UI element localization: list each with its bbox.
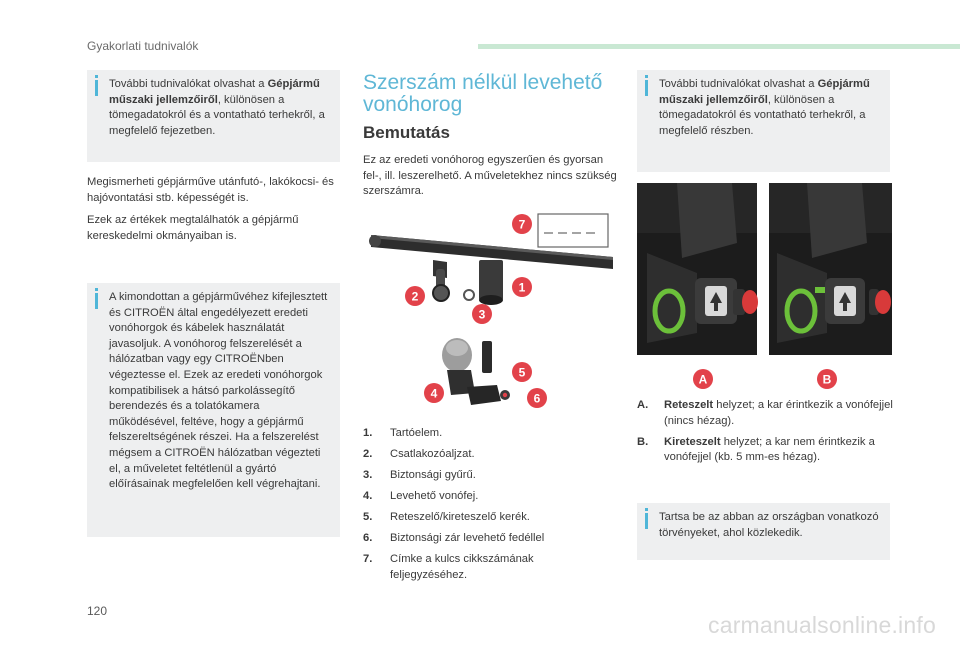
svg-text:A: A [698,372,708,387]
list-item: 7. Címke a kulcs cikkszámának feljegyzéséhez. [363,552,534,581]
svg-text:7: 7 [518,217,526,232]
callout-6 [527,388,547,408]
list-item: 6. Biztonsági zár levehető fedéllel [363,531,545,544]
component-list [363,426,613,588]
svg-text:6: 6 [533,391,541,406]
list-item: 4. Levehető vonófej. [363,489,479,502]
paragraph-towing-capability: Megismerheti gépjárműve utánfutó-, lakókocsi- és hajóvontatási stb. képességét is. [87,176,334,204]
list-item: 2. Csatlakozóaljzat. [363,447,475,460]
info-icon [645,80,648,96]
svg-text:1: 1 [518,280,526,295]
info-note-specs-right [637,70,890,172]
info-note-text: További tudnivalókat olvashat a Gépjármű műszaki jellemzőiről, különösen a tömegadatokról és vontatható terhekről, a megfelelő részben. [659,78,870,137]
info-icon [645,513,648,529]
list-item: 3. Biztonsági gyűrű. [363,468,476,481]
svg-text:B: B [822,372,832,387]
paragraph-sales-documents: Ezek az értékek megtalálhatók a gépjármű kereskedelmi okmányaiban is. [87,214,299,242]
callout-3 [472,304,492,324]
watermark: carmanualsonline.info [708,612,936,638]
info-note-laws [637,503,890,560]
info-note-text: Tartsa be az abban az országban vonatkozó törvényeket, ahol közlekedik. [659,511,879,539]
label-a [693,369,713,389]
info-icon [95,80,98,96]
callout-2 [405,286,425,306]
callout-4 [424,383,444,403]
section-title: Szerszám nélkül levehető vonóhorog [363,71,603,116]
svg-text:4: 4 [430,386,438,401]
lock-position-figure [637,183,892,391]
svg-text:5: 5 [518,365,526,380]
towbar-illustration [363,205,618,420]
list-item: 1. Tartóelem. [363,427,443,439]
list-item: 5. Reteszelő/kireteszelő kerék. [363,510,530,523]
callout-1 [512,277,532,297]
list-item: A. Reteszelt helyzet; a kar érintkezik a vonófejjel (nincs hézag). [637,399,893,427]
svg-text:2: 2 [411,289,419,304]
page-number: 120 [87,604,108,618]
info-icon [95,293,98,309]
towbar-components-figure [363,205,618,420]
position-list [637,398,895,471]
lock-wheel-illustration [637,183,892,391]
header-accent-bar [478,44,960,49]
svg-text:3: 3 [478,307,486,322]
intro-paragraph: Ez az eredeti vonóhorog egyszerűen és gyorsan fel-, ill. leszerelhető. A műveletekhez nincs szükség szerszámra. [363,154,617,198]
callout-5 [512,362,532,382]
info-note-text: A kimondottan a gépjárművéhez kifejlesztett és CITROËN által engedélyezett eredeti vonóhorgok és kábelek használatát javasoljuk. A vonóhorog felszerelését a hálózatban vagy egy CITROËNben végeztesse el. Ezek az eredeti vonóhorgok kompatibilisek a hátsó parkolássegítő berendezés és a tolatókamera működésével, feltéve, hogy a gépjármű felszereltségének részei. Ha a felszerelést mégsem a CITROËN hálózatban végezteti el, a műveletet feltétlenül a gyártó előírásainak megfelelően kell végrehajtani. [109,291,328,491]
info-note-specs [87,70,340,162]
info-note-original-towbars [87,283,340,537]
running-header: Gyakorlati tudnivalók [87,39,199,53]
callout-7 [512,214,532,234]
info-note-text: További tudnivalókat olvashat a Gépjármű műszaki jellemzőiről, különösen a tömegadatokról és a vontatható terhekről, a megfelelő fejezetben. [109,78,325,137]
list-item: B. Kireteszelt helyzet; a kar nem érintkezik a vonófejjel (kb. 5 mm-es hézag). [637,435,875,464]
label-b [817,369,837,389]
subsection-title: Bemutatás [363,123,450,142]
